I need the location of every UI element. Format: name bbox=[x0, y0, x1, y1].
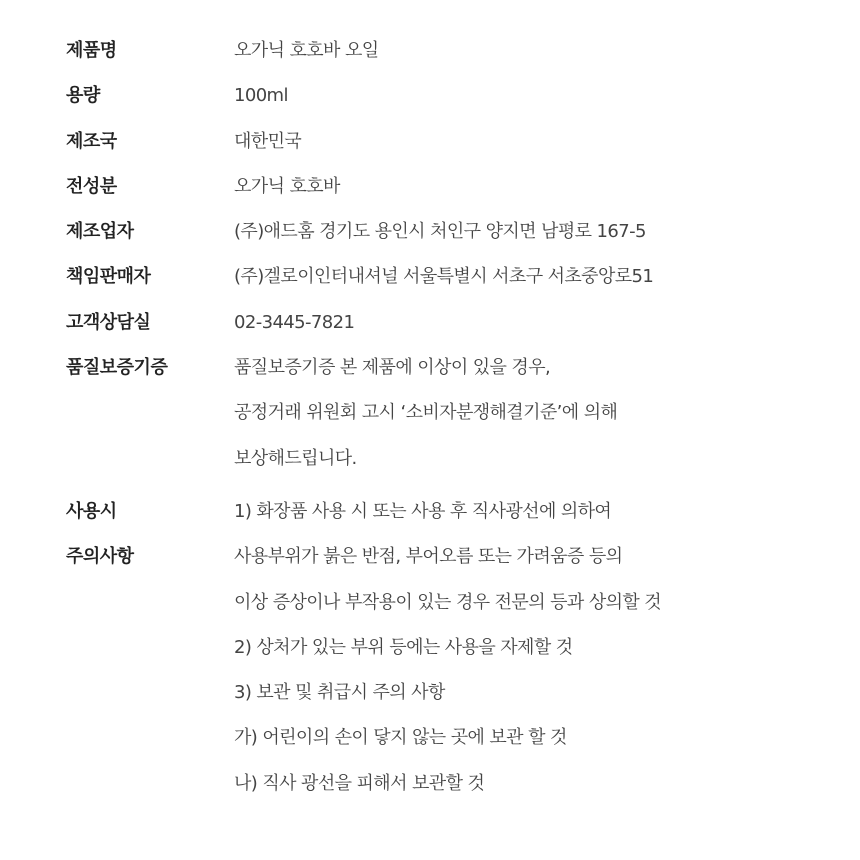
caution-line: 사용부위가 붉은 반점, 부어오름 또는 가려움증 등의 bbox=[234, 546, 623, 568]
caution-label-line: 주의사항 bbox=[66, 546, 134, 568]
value-product-name: 오가닉 호호바 오일 bbox=[234, 40, 379, 61]
label-volume: 용량 bbox=[66, 85, 100, 107]
caution-line: 3) 보관 및 취급시 주의 사항 bbox=[234, 682, 445, 704]
label-country: 제조국 bbox=[66, 130, 117, 152]
row-manufacturer bbox=[66, 209, 826, 254]
caution-line: 나) 직사 광선을 피해서 보관할 것 bbox=[234, 772, 485, 794]
value-country: 대한민국 bbox=[234, 130, 302, 152]
label-ingredients: 전성분 bbox=[66, 175, 117, 197]
row-quality-guarantee bbox=[66, 345, 826, 481]
row-usage-caution bbox=[66, 489, 826, 806]
value-customer-service: 02-3445-7821 bbox=[234, 311, 355, 333]
label-usage-caution bbox=[66, 489, 234, 580]
row-ingredients bbox=[66, 164, 826, 209]
caution-line: 가) 어린이의 손이 닿지 않는 곳에 보관 할 것 bbox=[234, 727, 567, 749]
product-info-table bbox=[66, 28, 826, 806]
value-quality-guarantee bbox=[234, 345, 826, 481]
quality-line: 품질보증기증 본 제품에 이상이 있을 경우, bbox=[234, 357, 551, 379]
row-customer-service bbox=[66, 300, 826, 345]
row-distributor bbox=[66, 254, 826, 299]
value-manufacturer: (주)애드홈 경기도 용인시 처인구 양지면 남평로 167-5 bbox=[234, 221, 646, 243]
quality-line: 공정거래 위원회 고시 ‘소비자분쟁해결기준’에 의해 bbox=[234, 402, 618, 424]
value-volume: 100ml bbox=[234, 85, 288, 107]
caution-label-line: 사용시 bbox=[66, 500, 117, 522]
label-manufacturer: 제조업자 bbox=[66, 221, 134, 243]
label-product-name: 제품명 bbox=[66, 40, 117, 61]
label-distributor: 책임판매자 bbox=[66, 266, 151, 288]
label-quality-guarantee: 품질보증기증 bbox=[66, 357, 168, 379]
row-country bbox=[66, 119, 826, 164]
value-ingredients: 오가닉 호호바 bbox=[234, 175, 340, 197]
value-distributor: (주)겔로이인터내셔널 서울특별시 서초구 서초중앙로51 bbox=[234, 266, 654, 288]
caution-line: 2) 상처가 있는 부위 등에는 사용을 자제할 것 bbox=[234, 636, 573, 658]
row-volume bbox=[66, 73, 826, 118]
label-customer-service: 고객상담실 bbox=[66, 311, 151, 333]
caution-line: 이상 증상이나 부작용이 있는 경우 전문의 등과 상의할 것 bbox=[234, 591, 662, 613]
value-usage-caution bbox=[234, 489, 826, 806]
caution-line: 1) 화장품 사용 시 또는 사용 후 직사광선에 의하여 bbox=[234, 500, 612, 522]
quality-line: 보상해드립니다. bbox=[234, 447, 357, 469]
row-product-name bbox=[66, 28, 826, 73]
